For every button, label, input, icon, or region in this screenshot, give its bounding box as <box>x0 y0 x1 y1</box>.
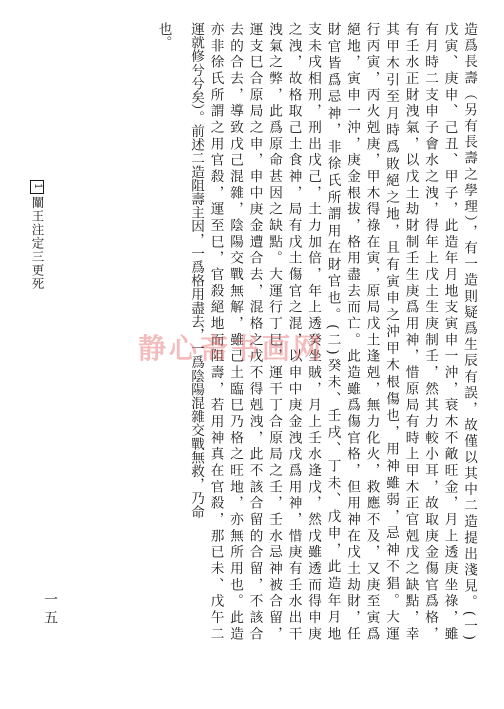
text-column-6: 行丙寅，丙火剋庚，甲木得祿在寅，原局戊土逢剋，無力化火，救應不及，又庚至寅爲 <box>363 22 380 640</box>
text-column-4: 有壬水正財洩氣，以戊土劫財制壬生庚爲用神，惜原局有時上甲木正官剋戊之缺點，幸 <box>402 22 419 640</box>
text-column-1: 造爲長壽（另有長壽之學理），有一造則疑爲生辰有誤，故僅以其中二造提出淺見。(一) <box>461 22 477 640</box>
text-column-13: 去的合去，導致戊己混雜，陰陽交戰無解，雖己土臨巳乃格之旺地，亦無所用也。此造 <box>227 22 243 640</box>
text-column-8: 財官皆爲忌神，非徐氏所謂用在財官也。(二)癸未、壬戌、丁未、戊申，此造年月地 <box>324 22 341 640</box>
text-column-5: 其甲木引至月時爲敗絕之地，且有寅申之沖甲木根傷也，用神雖弱，忌神不猖。大運 <box>383 22 399 640</box>
watermark: 静心斋书画网 <box>137 332 324 365</box>
running-header-title: 闡王注定三更死 <box>30 196 45 291</box>
chapter-badge: 1 <box>30 180 44 194</box>
text-column-14: 亦非徐氏所謂之用官殺，運至巳，官殺絕地而阻壽，若用神真在官殺，那已未、戊午二 <box>207 22 224 640</box>
text-column-9: 支未戌相刑，刑出戊己，土力加倍，年上透癸坐賊，月上壬水逢戊，然戊雖透而得申庚 <box>305 22 321 640</box>
text-column-10: 之洩，故格取己土食神，局有戊土傷官之混，以申中庚金洩戊爲用神，惜庚有壬水出干 <box>285 22 302 640</box>
text-column-2: 戊寅、庚申、己丑、甲子，此造年月地支寅申一沖，衰木不敵旺金，月上透庚坐祿，雖 <box>441 22 458 640</box>
text-column-7: 絕地，寅申一沖，庚金根拔，格用盡去而亡。此造雖爲傷官格，但用神在戊土劫財，任 <box>344 22 360 640</box>
text-column-15: 運就修兮兮矣）。前述二造阻壽主因，一爲格用盡去，一爲陰陽混雜交戰無救，乃命 <box>188 22 204 519</box>
text-column-16: 也。 <box>155 22 172 50</box>
page-number: 一五 <box>42 592 58 628</box>
running-header <box>28 180 46 291</box>
text-column-3: 有月時二支申子會水之洩，得年上戊土生庚制壬，然其力較小耳，故取庚金傷官爲格， <box>422 22 438 640</box>
text-column-11: 洩氣之弊，此爲原命甚因之缺點。大運行丁巳，運干丁合原局之壬，壬水忌神被合留， <box>266 22 282 640</box>
text-column-12: 運支巳合原局之申，申中庚金遭合去，混格之戊不得剋洩，此不該合留的合留，不該合 <box>246 22 263 640</box>
body-text <box>58 22 478 640</box>
